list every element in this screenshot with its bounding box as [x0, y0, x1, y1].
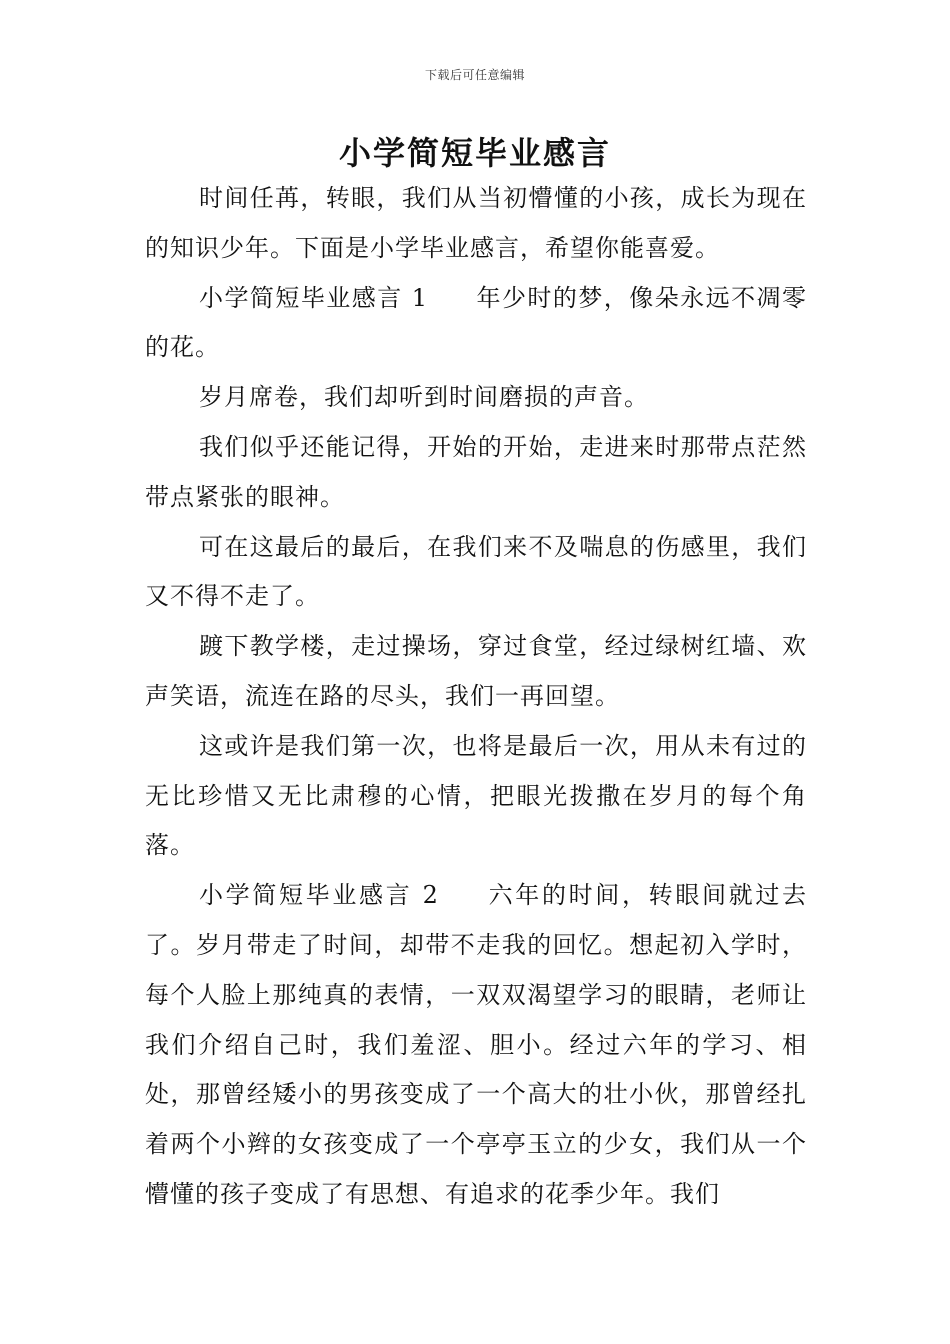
document-body [145, 174, 807, 1220]
paragraph-intro: 时间任苒，转眼，我们从当初懵懂的小孩，成长为现在的知识少年。下面是小学毕业感言，希望你能喜爱。 [145, 184, 807, 262]
paragraph: 踱下教学楼，走过操场，穿过食堂，经过绿树红墙、欢声笑语，流连在路的尽头，我们一再回望。 [145, 632, 807, 710]
paragraph-section-2 [145, 871, 807, 1220]
section-label-2: 小学简短毕业感言 2 [199, 881, 439, 910]
paragraph: 我们似乎还能记得，开始的开始，走进来时那带点茫然带点紧张的眼神。 [145, 432, 807, 511]
paragraph-section-1 [145, 274, 807, 374]
header-note: 下载后可任意编辑 [424, 68, 525, 82]
paragraph: 岁月席卷，我们却听到时间磨损的声音。 [199, 383, 649, 412]
section-1-text: 年少时的梦，像朵永远不凋零的花。 [145, 283, 807, 362]
section-label-1: 小学简短毕业感言 1 [199, 283, 429, 312]
paragraph: 这或许是我们第一次，也将是最后一次，用从未有过的无比珍惜又无比肃穆的心情，把眼光拨撒在岁月的每个角落。 [145, 731, 807, 860]
document-title: 小学简短毕业感言 [338, 134, 611, 172]
section-2-text: 六年的时间，转眼间就过去了。岁月带走了时间，却带不走我的回忆。想起初入学时，每个人脸上那纯真的表情，一双双渴望学习的眼睛，老师让我们介绍自己时，我们羞涩、胆小。经过六年的学习、相处，那曾经矮小的男孩变成了一个高大的壮小伙，那曾经扎着两个小辫的女孩变成了一个亭亭玉立的少女，我们从一个懵懂的孩子变成了有思想、有追求的花季少年。我们 [145, 881, 808, 1208]
paragraph: 可在这最后的最后，在我们来不及喘息的伤感里，我们又不得不走了。 [145, 532, 807, 611]
